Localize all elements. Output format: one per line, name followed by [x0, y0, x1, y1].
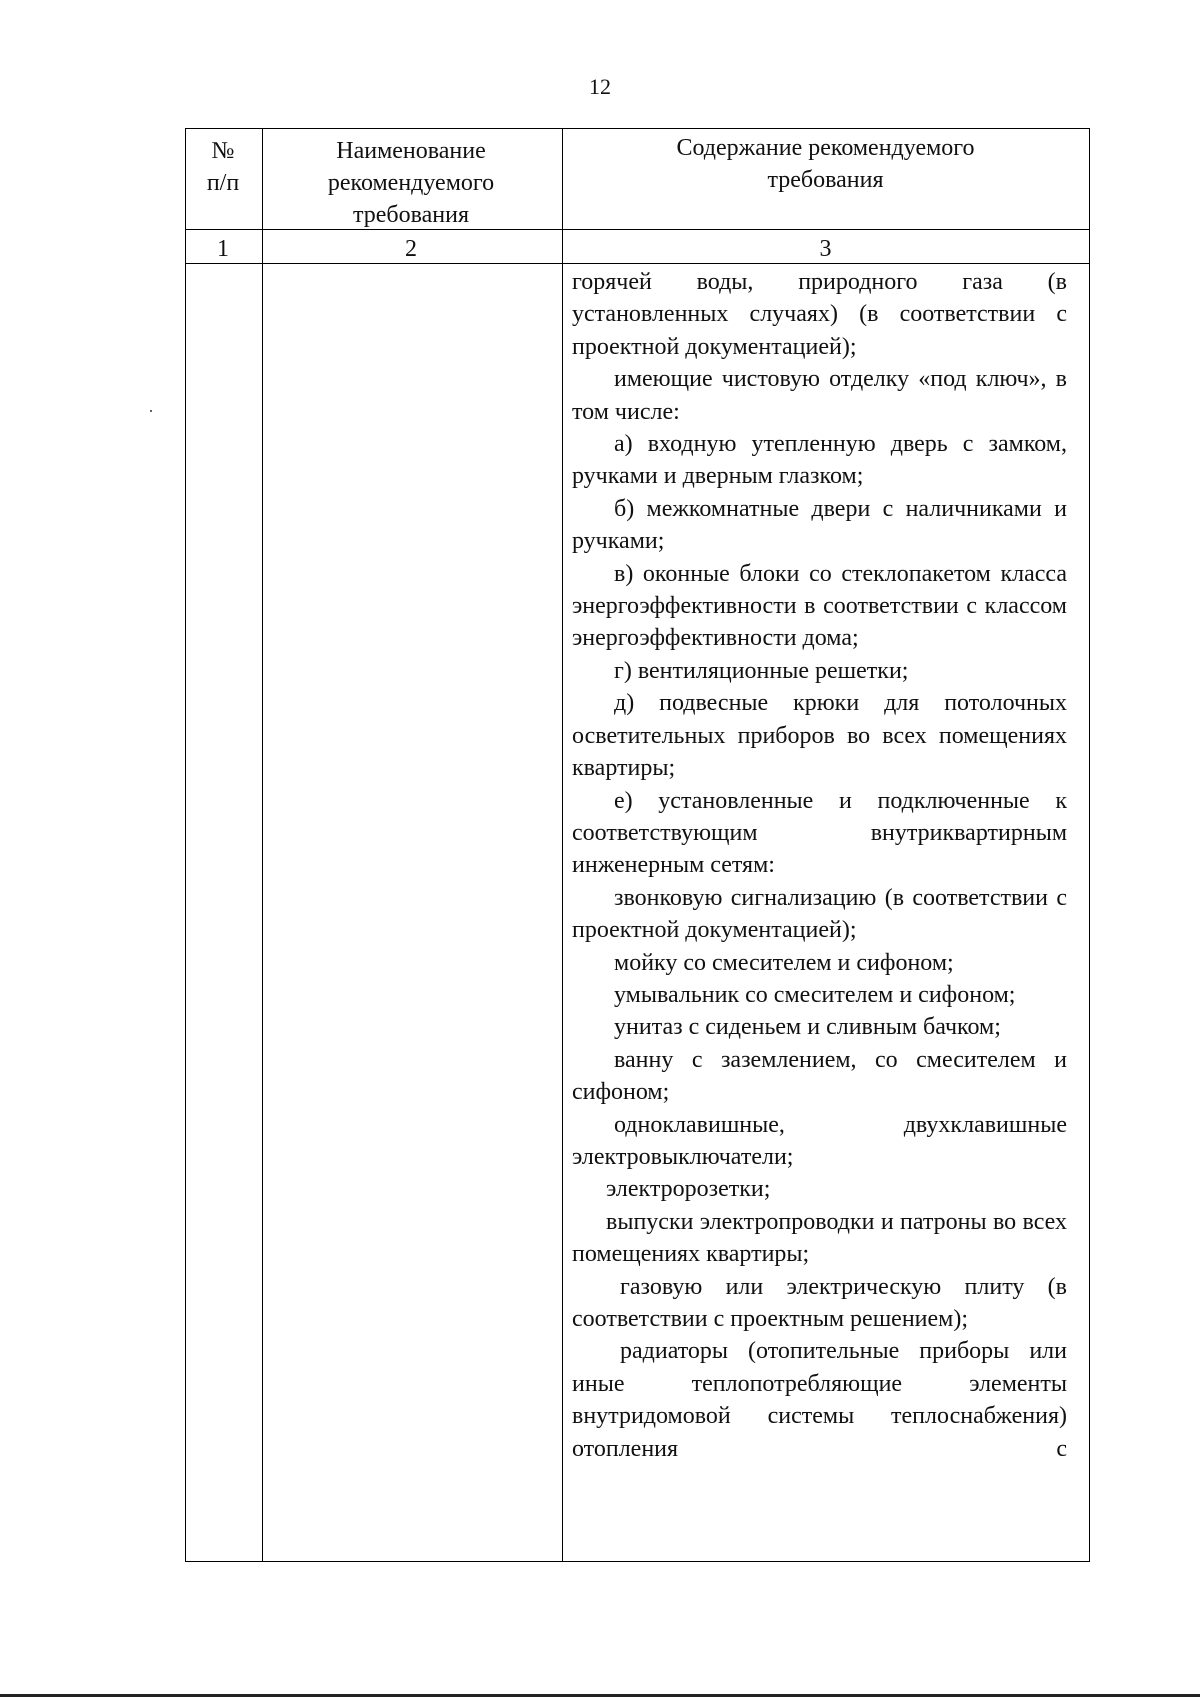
header-line: требования [767, 167, 884, 193]
column-number-3: 3 [819, 236, 832, 262]
column-divider-1 [262, 129, 263, 1561]
content-paragraph: газовую или электрическую плиту (в соответствии с проектным решением); [572, 1273, 1067, 1332]
header-col-name [261, 135, 561, 231]
content-paragraph: радиаторы (отопительные приборы или иные теплопотребляющие элементы внутридомовой системы теплоснабжения) отопления с [572, 1338, 1067, 1462]
header-line: п/п [206, 170, 240, 196]
header-line: № [211, 138, 235, 164]
content-paragraph: а) входную утепленную дверь с замком, ручками и дверным глазком; [572, 431, 1067, 490]
content-paragraph: выпуски электропроводки и патроны во всех помещениях квартиры; [572, 1208, 1067, 1268]
scan-edge-line [0, 1694, 1200, 1697]
column-number-1: 1 [217, 236, 229, 262]
column-number-2: 2 [405, 236, 417, 262]
content-paragraph: одноклавишные, двухклавишные электровыключатели; [572, 1111, 1067, 1170]
header-line: Содержание рекомендуемого [676, 135, 975, 161]
content-paragraph: унитаз с сиденьем и сливным бачком; [614, 1014, 1001, 1041]
content-paragraph: г) вентиляционные решетки; [614, 657, 909, 684]
column-divider-2 [562, 129, 563, 1561]
header-line: рекомендуемого [327, 170, 495, 196]
content-paragraph: имеющие чистовую отделку «под ключ», в том числе: [572, 366, 1067, 425]
content-paragraph: электророзетки; [606, 1176, 771, 1203]
requirement-content [572, 266, 1067, 1465]
content-paragraph: звонковую сигнализацию (в соответствии с проектной документацией); [572, 884, 1067, 944]
content-paragraph: д) подвесные крюки для потолочных осветительных приборов во всех помещениях квартиры; [572, 690, 1067, 782]
content-paragraph: ванну с заземлением, со смесителем и сифоном; [572, 1046, 1067, 1106]
content-paragraph: умывальник со смесителем и сифоном; [614, 981, 1016, 1008]
content-paragraph: в) оконные блоки со стеклопакетом класса энергоэффективности в соответствии с классом энергоэффективности дома; [572, 560, 1067, 652]
content-paragraph: мойку со смесителем и сифоном; [614, 949, 954, 976]
header-line: Наименование [336, 138, 486, 164]
header-col-content [561, 132, 1090, 196]
content-paragraph: б) межкомнатные двери с наличниками и ручками; [572, 495, 1067, 555]
content-paragraph: горячей воды, природного газа (в установленных случаях) (в соответствии с проектной документацией); [572, 269, 1067, 360]
header-line: требования [352, 202, 470, 228]
scan-speck [150, 410, 152, 412]
header-col-number [185, 135, 261, 199]
content-paragraph: е) установленные и подключенные к соответствующим внутриквартирным инженерным сетям: [572, 787, 1067, 879]
page-number: 12 [589, 74, 611, 99]
